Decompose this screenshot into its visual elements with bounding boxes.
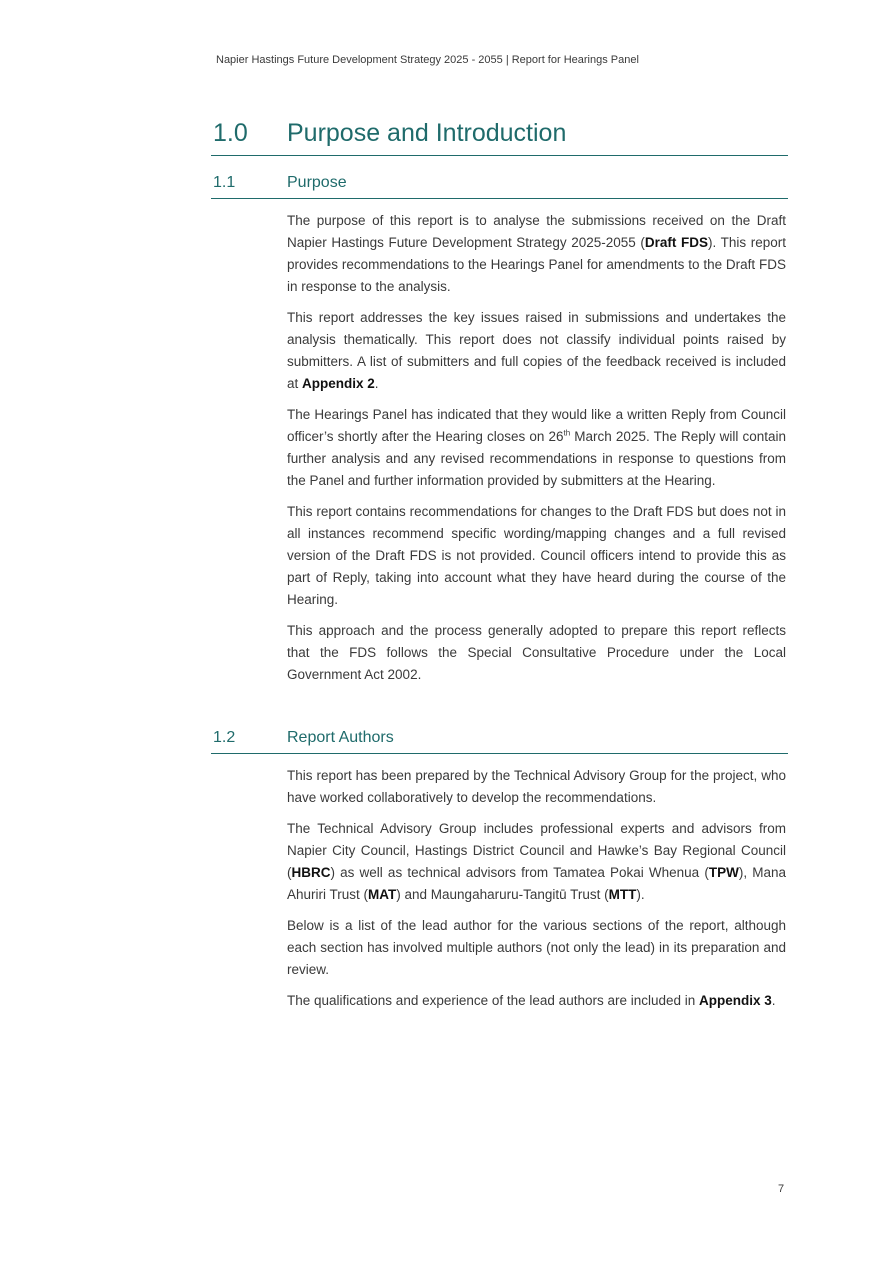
paragraph: The qualifications and experience of the lead authors are included in Appendix 3. [287,993,776,1008]
paragraph: This report contains recommendations for changes to the Draft FDS but does not in all instances recommend specific wording/mapping changes and a full revised version of the Draft FDS is not provided. Council officers intend to provide this as part of Reply, taking into account what they have heard during the course of the Hearing. [287,504,786,607]
subsection-number: 1.2 [213,729,236,746]
subsection-number: 1.1 [213,174,236,191]
paragraph: This report has been prepared by the Technical Advisory Group for the project, who have worked collaboratively to develop the recommendations. [287,768,786,805]
paragraph: Below is a list of the lead author for the various sections of the report, although each section has involved multiple authors (not only the lead) in its preparation and review. [287,918,786,977]
defined-term: MAT [368,887,397,902]
defined-term: Draft FDS [644,235,708,250]
paragraph: The Technical Advisory Group includes professional experts and advisors from Napier City Council, Hastings District Council and Hawke’s Bay Regional Council (HBRC) as well as technical advisors from Tamatea Pokai Whenua (TPW), Mana Ahuriri Trust (MAT) and Maungaharuru-Tangitū Trust (MTT). [287,821,786,902]
paragraph: The purpose of this report is to analyse the submissions received on the Draft Napier Hastings Future Development Strategy 2025-2055 (Draft FDS). This report provides recommendations to the Hearings Panel for amendments to the Draft FDS in response to the analysis. [287,213,786,294]
defined-term: TPW [708,865,739,880]
defined-term: MTT [608,887,637,902]
page-number: 7 [778,1183,785,1195]
subsection-heading-1-1 [211,173,788,199]
running-header: Napier Hastings Future Development Strategy 2025 - 2055 | Report for Hearings Panel [216,54,639,66]
section-heading-1-0 [211,116,788,156]
subsection-title: Report Authors [287,729,394,746]
appendix-reference: Appendix 2 [302,376,375,391]
paragraph: This report addresses the key issues raised in submissions and undertakes the analysis thematically. This report does not classify individual points raised by submitters. A list of submitters and full copies of the feedback received is included at Appendix 2. [287,310,786,391]
appendix-reference: Appendix 3 [699,993,772,1008]
superscript: th [563,428,571,438]
paragraph: The Hearings Panel has indicated that they would like a written Reply from Council officer’s shortly after the Hearing closes on 26th March 2025. The Reply will contain further analysis and any revised recommendations in response to questions from the Panel and further information provided by submitters at the Hearing. [287,407,787,488]
purpose-body [287,210,786,695]
defined-term: HBRC [291,865,331,880]
section-number: 1.0 [213,119,248,147]
subsection-heading-1-2 [211,728,788,754]
report-authors-body [287,765,786,1021]
section-title: Purpose and Introduction [287,119,567,147]
paragraph: This approach and the process generally adopted to prepare this report reflects that the FDS follows the Special Consultative Procedure under the Local Government Act 2002. [287,623,786,682]
subsection-title: Purpose [287,174,347,191]
